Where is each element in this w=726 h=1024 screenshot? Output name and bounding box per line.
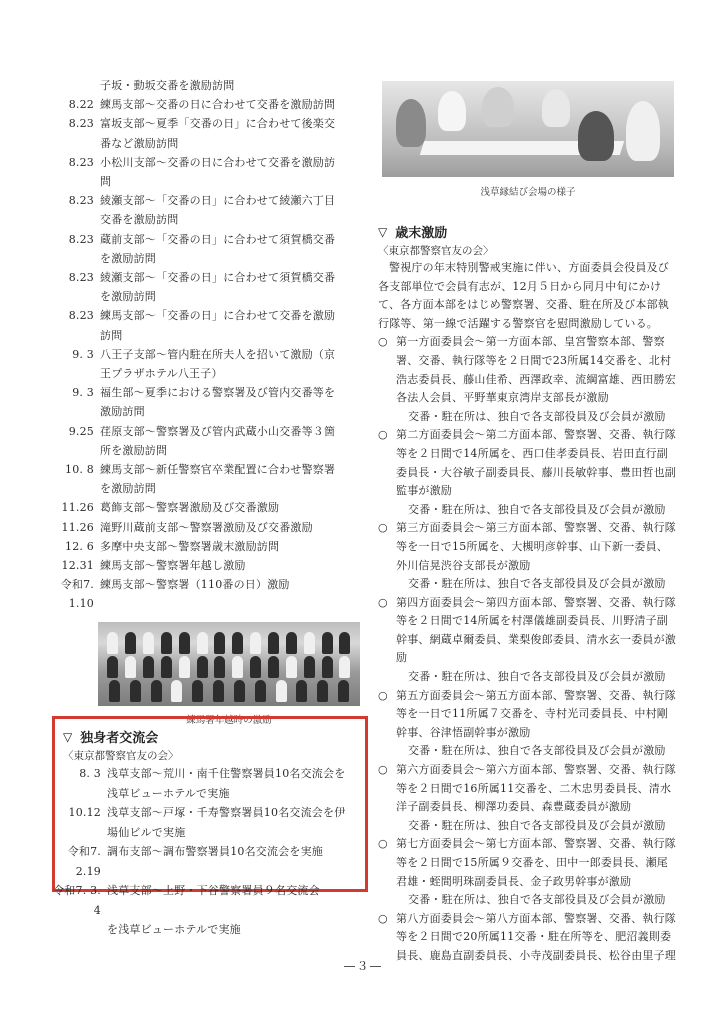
asakusa-photo-caption: 浅草縁結び会場の様子 [480, 187, 576, 198]
entry-text: を浅草ビューホテルで実施 [107, 923, 241, 936]
list-item [378, 594, 678, 668]
singles-section-title: 独身者交流会 [80, 731, 159, 746]
singles-entry-list [53, 764, 359, 940]
item-body: 第六方面委員会～第六方面本部、警察署、交番、執行隊等を２日間で16所属11交番を、二木忠男委員長、清水洋子副委員長、柳澤功委員、森豊蔵委員が激励 [396, 763, 676, 814]
entry-date [58, 76, 100, 95]
entry-text: 浅草支部～戸塚・千寿警察署員10名交流会を伊 [107, 806, 346, 819]
triangle-down-icon: ▽ [378, 224, 388, 239]
entry-text: 綾瀬支部～「交番の日」に合わせて須賀橋交番 [100, 271, 336, 285]
entry-text: 王プラザホテル八王子） [100, 367, 223, 381]
entry-text: 浅草ビューホテルで実施 [107, 786, 230, 800]
entry-date [58, 172, 100, 191]
circle-bullet-icon: ○ [378, 688, 388, 702]
entry-date: 8.23 [68, 155, 94, 169]
entry-text: 番など激励訪問 [100, 136, 179, 150]
circle-bullet-icon: ○ [378, 911, 388, 925]
list-item [378, 835, 678, 891]
entry-row [58, 326, 378, 345]
item-body: 第三方面委員会～第三方面本部、警察署、交番、執行隊等を一日で15所属を、大槻明彦幹事、山下新一委員、外川信晃渋谷支部長が激励 [396, 521, 676, 572]
item-note: 交番・駐在所は、独自で各支部役員及び会員が激励 [408, 670, 666, 684]
entry-row [58, 537, 378, 556]
entry-row [63, 803, 359, 823]
left-column [58, 76, 378, 728]
year-end-item-list [378, 333, 678, 965]
year-end-section-title: 歳末激励 [395, 226, 448, 241]
entry-row [58, 153, 378, 172]
entry-row [58, 518, 378, 537]
entry-date: 9. 3 [72, 386, 94, 400]
entry-row [53, 881, 359, 920]
singles-section-heading [63, 727, 359, 746]
entry-date [63, 920, 107, 940]
left-entry-list [58, 76, 378, 614]
entry-text: 練馬支部～警察署（110番の日）激励 [100, 578, 290, 592]
singles-section-subtitle: 〈東京都警察官友の会〉 [63, 750, 179, 762]
singles-exchange-box [52, 716, 368, 936]
entry-row [58, 114, 378, 133]
entry-text: 子坂・動坂交番を激励訪問 [100, 79, 235, 92]
item-note: 交番・駐在所は、独自で各支部役員及び会員が激励 [408, 818, 666, 832]
entry-date [63, 784, 107, 804]
entry-text: 蔵前支部～「交番の日」に合わせて須賀橋交番 [100, 232, 336, 246]
list-item [378, 687, 678, 743]
entry-text: 富坂支部～夏季「交番の日」に合わせて後楽交 [100, 117, 336, 131]
entry-date: 11.26 [61, 520, 94, 534]
item-note: 交番・駐在所は、独自で各支部役員及び会員が激励 [408, 744, 666, 758]
entry-row [63, 764, 359, 784]
entry-text: 練馬支部～交番の日に合わせて交番を激励訪問 [100, 98, 336, 112]
entry-date [58, 479, 100, 498]
entry-text: 調布支部～調布警察署員10名交流会を実施 [107, 845, 323, 858]
entry-date: 11.26 [61, 501, 94, 515]
entry-text: 小松川支部～交番の日に合わせて交番を激励訪 [100, 155, 336, 169]
list-item [378, 426, 678, 500]
entry-date: 9. 3 [72, 347, 94, 361]
year-end-section-subtitle: 〈東京都警察官友の会〉 [378, 245, 494, 257]
list-item [378, 761, 678, 817]
entry-row [58, 422, 378, 441]
entry-row [58, 134, 378, 153]
entry-date [58, 441, 100, 460]
entry-text: 福生部～夏季における警察署及び管内交番等を [100, 386, 336, 400]
entry-date [63, 823, 107, 843]
entry-text: 激励訪問 [100, 405, 145, 419]
entry-row [58, 249, 378, 268]
entry-row [58, 172, 378, 191]
entry-date: 8. 3 [79, 767, 101, 780]
entry-row [63, 823, 359, 843]
entry-text: 問 [100, 175, 112, 189]
entry-row [63, 920, 359, 940]
entry-row [58, 402, 378, 421]
entry-text: 荏原支部～警察署及び管内武蔵小山交番等３箇 [100, 424, 336, 438]
circle-bullet-icon: ○ [378, 521, 388, 535]
entry-date [58, 287, 100, 306]
year-end-section-heading [378, 222, 678, 241]
entry-date: 10. 8 [65, 463, 94, 477]
right-column [378, 76, 678, 966]
entry-row [58, 345, 378, 364]
year-end-intro: 警視庁の年末特別警戒実施に伴い、方面委員会役員及び各支部単位で会員有志が、12月５日から同月中旬にかけて、各方面本部をはじめ警察署、交番、駐在所及び本部執行隊等、第一線で活躍する警察官を慰問激励している。 [378, 261, 669, 330]
entry-row [58, 383, 378, 402]
entry-row [58, 556, 378, 575]
asakusa-photo [382, 81, 674, 177]
entry-row [58, 287, 378, 306]
entry-date: 8.23 [68, 309, 94, 323]
entry-date [58, 402, 100, 421]
entry-date: 8.23 [68, 271, 94, 285]
entry-date: 令和7. 2.19 [67, 845, 101, 878]
entry-row [58, 498, 378, 517]
entry-text: 場仙ビルで実施 [107, 825, 186, 839]
entry-row [58, 364, 378, 383]
list-item [378, 519, 678, 575]
entry-text: を激励訪問 [100, 251, 156, 265]
entry-text: 所を激励訪問 [100, 443, 168, 457]
circle-bullet-icon: ○ [378, 335, 388, 349]
item-body: 第一方面委員会～第一方面本部、皇宮警察本部、警察署、交番、執行隊等を２日間で23所属14交番を、北村浩志委員長、藤山佳希、西澤政幸、流綱富雄、西田勝宏各法人会員、平野華東京湾岸支部長が激励 [396, 335, 676, 405]
entry-row [58, 575, 378, 613]
entry-date: 9.25 [68, 424, 94, 438]
entry-date [58, 249, 100, 268]
entry-text: 多摩中央支部～警察署歳末激励訪問 [100, 539, 280, 553]
entry-text: 滝野川蔵前支部～警察署激励及び交番激励 [100, 520, 313, 534]
entry-date: 8.22 [68, 98, 94, 112]
entry-row [63, 784, 359, 804]
entry-date [58, 134, 100, 153]
circle-bullet-icon: ○ [378, 763, 388, 777]
entry-date [58, 364, 100, 383]
entry-row [58, 479, 378, 498]
nerima-photo-caption: 練馬署年越時の激励 [186, 714, 272, 726]
item-note: 交番・駐在所は、独自で各支部役員及び会員が激励 [408, 502, 666, 516]
entry-row [58, 191, 378, 210]
entry-text: 浅草支部～上野・下谷警察署員９名交流会 [107, 884, 320, 897]
entry-date: 12.31 [61, 559, 94, 573]
entry-row [58, 95, 378, 114]
circle-bullet-icon: ○ [378, 837, 388, 851]
entry-row [63, 842, 359, 881]
entry-date [58, 210, 100, 229]
entry-row [58, 210, 378, 229]
entry-row [58, 268, 378, 287]
entry-row [58, 306, 378, 325]
entry-text: 浅草支部～荒川・南千住警察署員10名交流会を [107, 767, 346, 780]
item-body: 第七方面委員会～第七方面本部、警察署、交番、執行隊等を２日間で15所属９交番を、田中一郎委員長、瀬尾君雄・蛭間明珠副委員長、金子政男幹事が激励 [396, 837, 676, 888]
entry-text: 練馬支部～新任警察官卒業配置に合わせ警察署 [100, 463, 336, 477]
entry-row [58, 230, 378, 249]
entry-text: 葛飾支部～警察署激励及び交番激励 [100, 501, 280, 515]
item-note: 交番・駐在所は、独自で各支部役員及び会員が激励 [408, 577, 666, 591]
entry-row [58, 460, 378, 479]
item-body: 第二方面委員会～第二方面本部、警察署、交番、執行隊等を２日間で14所属を、西口佳孝委員長、岩田直行副委員長・大谷敏子副委員長、藤川長敏幹事、豊田哲也副監事が激励 [396, 428, 676, 498]
entry-date: 10.12 [68, 806, 101, 819]
item-note: 交番・駐在所は、独自で各支部役員及び会員が激励 [408, 409, 666, 423]
nerima-photo [98, 622, 360, 706]
triangle-down-icon: ▽ [63, 729, 73, 744]
item-body: 第五方面委員会～第五方面本部、警察署、交番、執行隊等を一日で11所属７交番を、寺村光司委員長、中村剛幹事、谷津悟副幹事が激励 [396, 688, 676, 739]
item-body: 第八方面委員会～第八方面本部、警察署、交番、執行隊等を２日間で20所属11交番・駐在所等を、肥沼義則委員長、鹿島直副委員長、小寺茂副委員長、松谷由里子理 [396, 911, 676, 962]
entry-date [58, 326, 100, 345]
page-number: —３— [343, 959, 383, 973]
entry-date: 8.23 [68, 194, 94, 208]
entry-date: 8.23 [68, 117, 94, 131]
item-note: 交番・駐在所は、独自で各支部役員及び会員が激励 [408, 893, 666, 907]
entry-text: 綾瀬支部～「交番の日」に合わせて綾瀬六丁目 [100, 194, 336, 208]
list-item [378, 333, 678, 407]
entry-date: 12. 6 [65, 539, 94, 553]
entry-date: 令和7. 1.10 [60, 578, 94, 611]
entry-date: 8.23 [68, 232, 94, 246]
circle-bullet-icon: ○ [378, 595, 388, 609]
entry-text: を激励訪問 [100, 290, 156, 304]
entry-text: 練馬支部～「交番の日」に合わせて交番を激励 [100, 309, 336, 323]
entry-row [58, 441, 378, 460]
entry-date: 令和7. 3. 4 [53, 884, 101, 917]
entry-text: を激励訪問 [100, 482, 156, 496]
entry-row [58, 76, 378, 95]
circle-bullet-icon: ○ [378, 428, 388, 442]
item-body: 第四方面委員会～第四方面本部、警察署、交番、執行隊等を２日間で14所属を村澤儀雄副委員長、川野清子副幹事、網蔵卓爾委員、業梨俊郎委員、清水玄一委員が激励 [396, 595, 676, 665]
entry-text: 交番を激励訪問 [100, 213, 179, 227]
entry-text: 八王子支部～管内駐在所夫人を招いて激励（京 [100, 347, 336, 361]
entry-text: 練馬支部～警察署年越し激励 [100, 559, 246, 573]
entry-text: 訪問 [100, 328, 123, 342]
